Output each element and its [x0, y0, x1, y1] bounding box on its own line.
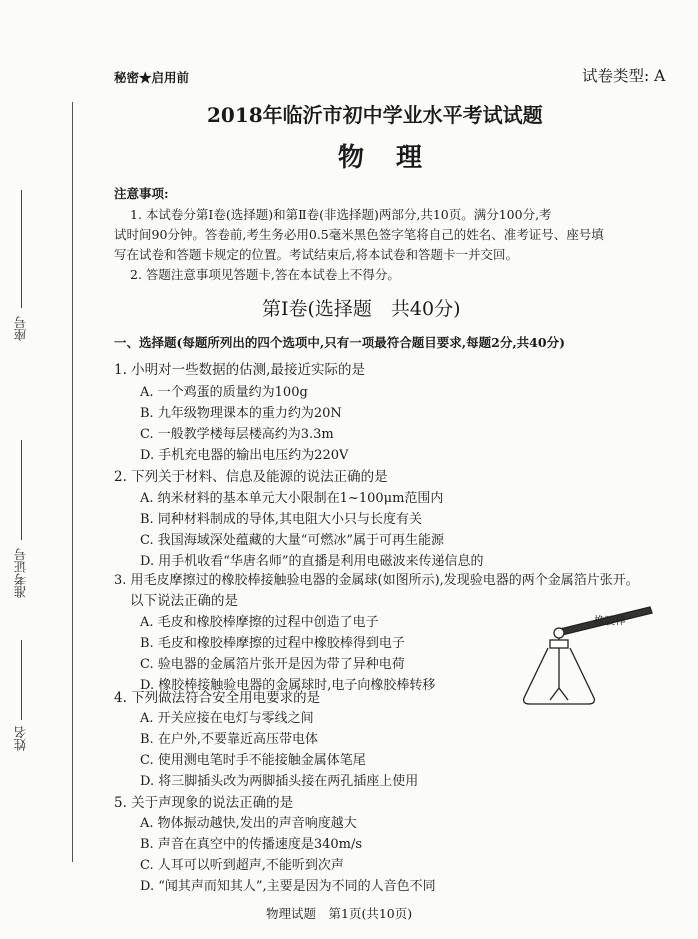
q4-option-d: D. 将三脚插头改为两脚插头接在两孔插座上使用 [140, 774, 419, 789]
question-2-stem: 2. 下列关于材料、信息及能源的说法正确的是 [114, 469, 388, 485]
foil-leaf-left [550, 688, 559, 700]
name-label: 姓名 [13, 726, 28, 751]
page-footer: 物理试题 第1页(共10页) [266, 906, 413, 921]
q1-option-d: D. 手机充电器的输出电压约为220V [140, 448, 349, 463]
q1-option-b: B. 九年级物理课本的重力约为20N [140, 406, 342, 421]
binding-line [72, 102, 73, 862]
name-blank-line [21, 640, 22, 720]
notice-line-2: 试时间90分钟。答卷前,考生务必用0.5毫米黑色签字笔将自己的姓名、准考证号、座号填 [114, 227, 604, 242]
section-title: 第Ⅰ卷(选择题 共40分) [262, 298, 461, 320]
foil-leaf-right [559, 688, 568, 700]
q4-option-c: C. 使用测电笔时手不能接触金属体笔尾 [140, 753, 366, 768]
stopper [550, 640, 568, 648]
q5-option-d: D. “闻其声而知其人”,主要是因为不同的人音色不同 [140, 879, 436, 894]
q1-option-a: A. 一个鸡蛋的质量约为100g [140, 385, 308, 400]
seat-label: 座号 [13, 316, 28, 341]
electroscope-figure [512, 600, 662, 712]
part-heading: 一、选择题(每题所列出的四个选项中,只有一项最符合题目要求,每题2分,共40分) [114, 335, 565, 350]
exam-title: 2018年临沂市初中学业水平考试试题 [207, 103, 543, 127]
q5-option-a: A. 物体振动越快,发出的声音响度越大 [140, 816, 357, 831]
notice-heading: 注意事项: [114, 186, 169, 201]
seat-blank-line [21, 190, 22, 308]
q3-option-d: D. 橡胶棒接触验电器的金属球时,电子向橡胶棒转移 [140, 678, 436, 693]
paper-type: 试卷类型: A [582, 67, 666, 85]
metal-ball [554, 628, 564, 638]
q2-option-b: B. 同种材料制成的导体,其电阻大小只与长度有关 [140, 512, 422, 527]
q4-option-a: A. 开关应接在电灯与零线之间 [140, 711, 314, 726]
question-1-stem: 1. 小明对一些数据的估测,最接近实际的是 [114, 362, 365, 378]
secret-label: 秘密★启用前 [114, 70, 190, 85]
q5-option-c: C. 人耳可以听到超声,不能听到次声 [140, 858, 344, 873]
question-3-stem: 3. 用毛皮摩擦过的橡胶棒接触验电器的金属球(如图所示),发现验电器的两个金属箔片张开。 [114, 573, 639, 588]
question-5-stem: 5. 关于声现象的说法正确的是 [114, 795, 294, 811]
q2-option-d: D. 用手机收看“华唐名师”的直播是利用电磁波来传递信息的 [140, 554, 484, 569]
notice-line-1: 1. 本试卷分第Ⅰ卷(选择题)和第Ⅱ卷(非选择题)两部分,共10页。满分100分,考 [130, 207, 552, 222]
question-4-stem: 4. 下列做法符合安全用电要求的是 [114, 690, 321, 706]
q2-option-a: A. 纳米材料的基本单元大小限制在1~100μm范围内 [140, 491, 444, 506]
q4-option-b: B. 在户外,不要靠近高压带电体 [140, 732, 318, 747]
q2-option-c: C. 我国海域深处蕴藏的大量“可燃冰”属于可再生能源 [140, 533, 445, 548]
q3-option-c: C. 验电器的金属箔片张开是因为带了异种电荷 [140, 657, 405, 672]
q1-option-c: C. 一般教学楼每层楼高约为3.3m [140, 427, 334, 442]
q5-option-b: B. 声音在真空中的传播速度是340m/s [140, 837, 363, 852]
rod-label: 橡胶棒 [594, 615, 626, 627]
question-3-stem-cont: 以下说法正确的是 [130, 593, 238, 609]
subject-title: 物 理 [338, 143, 426, 173]
notice-line-3: 写在试卷和答题卡规定的位置。考试结束后,将本试卷和答题卡一并交回。 [114, 247, 518, 262]
ticket-blank-line [21, 440, 22, 540]
notice-line-4: 2. 答题注意事项见答题卡,答在本试卷上不得分。 [130, 267, 400, 282]
q3-option-a: A. 毛皮和橡胶棒摩擦的过程中创造了电子 [140, 615, 379, 630]
q3-option-b: B. 毛皮和橡胶棒摩擦的过程中橡胶棒得到电子 [140, 636, 405, 651]
ticket-label: 准考证号 [13, 548, 28, 598]
